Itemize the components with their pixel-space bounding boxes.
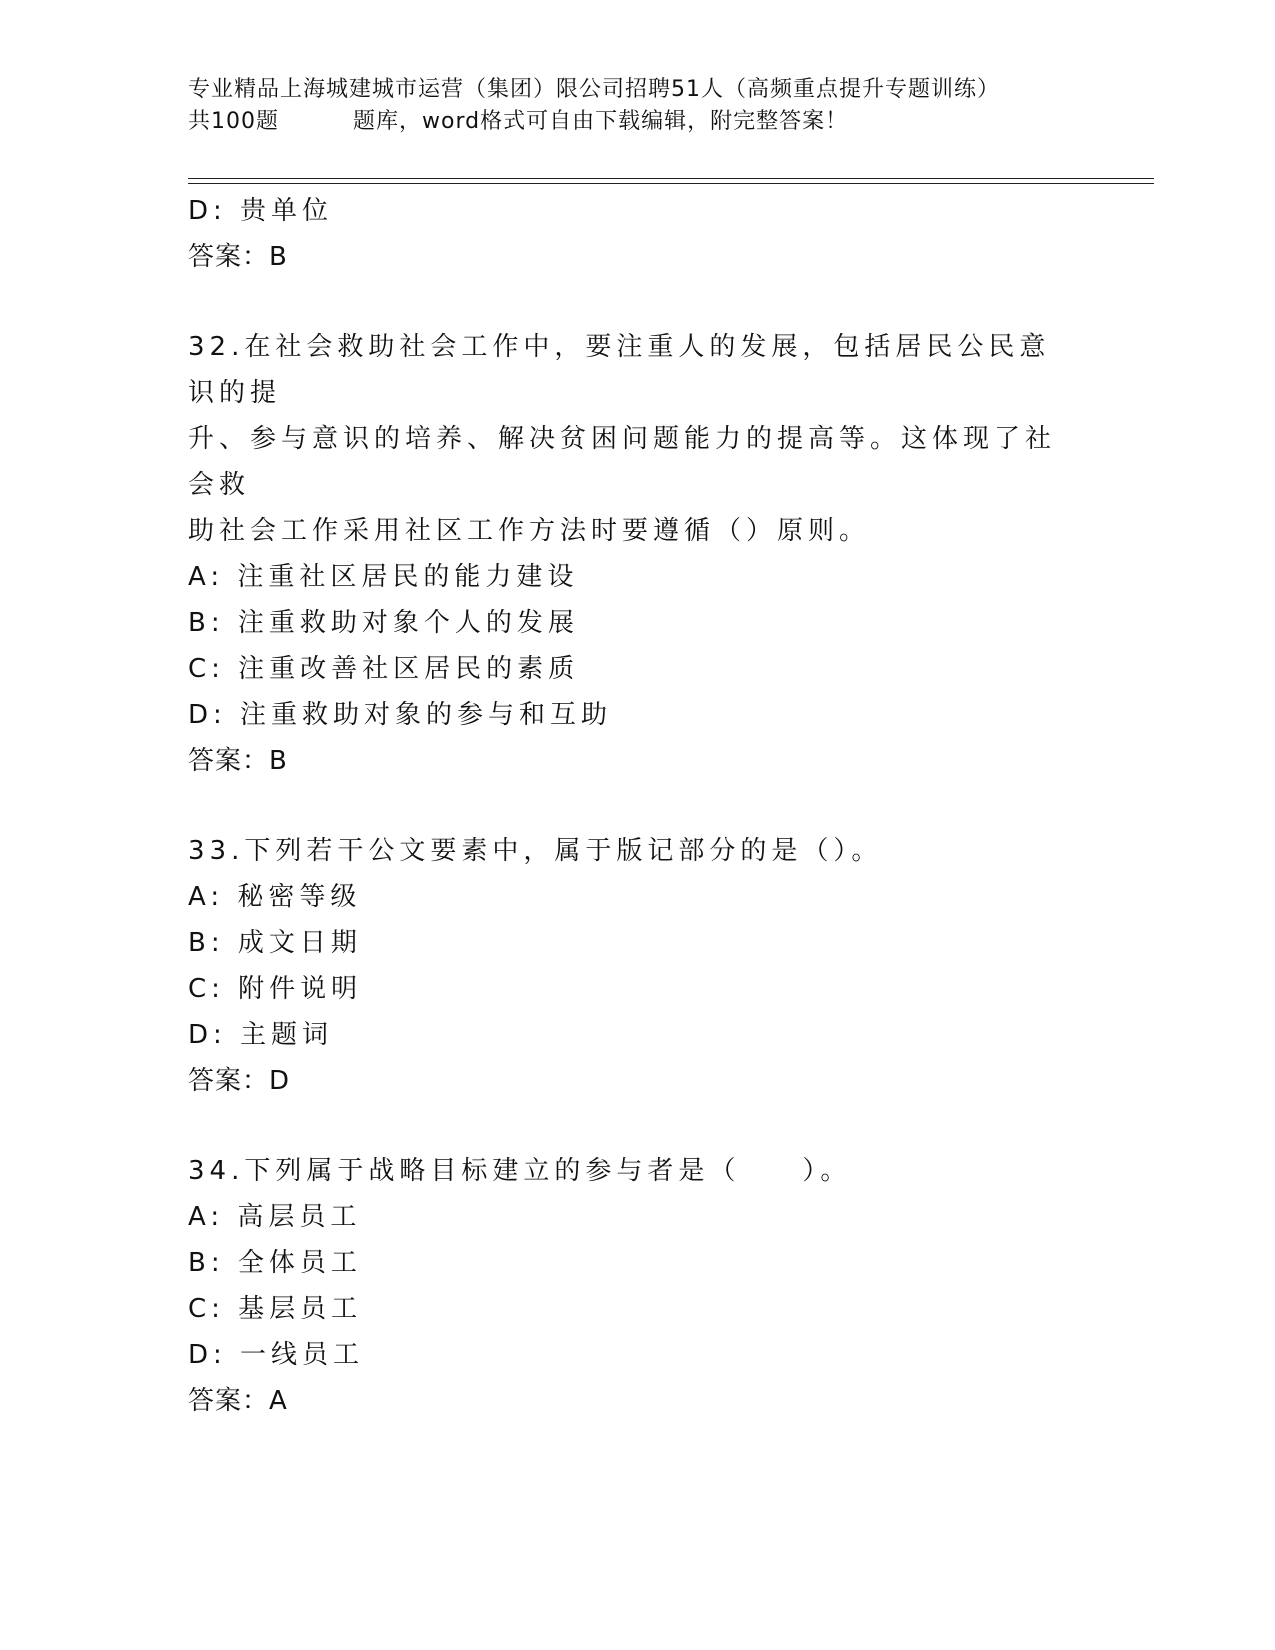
header-divider-bottom (188, 183, 1154, 184)
header-title-line2 (188, 106, 1088, 138)
question-text-line: 33.下列若干公文要素中，属于版记部分的是（）。 (188, 836, 883, 866)
question-33 (188, 828, 1088, 1104)
question-list (188, 188, 1088, 1424)
answer-line: 答案：A (188, 1386, 288, 1416)
page-header (188, 74, 1088, 138)
option-c: C: 基层员工 (188, 1294, 363, 1324)
option-d: D: 主题词 (188, 1020, 334, 1050)
question-32 (188, 324, 1088, 784)
question-34 (188, 1148, 1088, 1424)
previous-question-tail (188, 188, 1088, 280)
option-d: D: 注重救助对象的参与和互助 (188, 700, 613, 730)
option-c: C: 注重改善社区居民的素质 (188, 654, 580, 684)
header-description: 题库，word格式可自由下载编辑，附完整答案！ (353, 109, 849, 134)
answer-line: 答案：B (188, 242, 288, 272)
option-d: D: 贵单位 (188, 196, 334, 226)
question-text-line: 助社会工作采用社区工作方法时要遵循（）原则。 (188, 516, 871, 546)
answer-line: 答案：D (188, 1066, 291, 1096)
option-d: D: 一线员工 (188, 1340, 365, 1370)
question-text-line: 34.下列属于战略目标建立的参与者是（ ）。 (188, 1156, 852, 1186)
option-c: C: 附件说明 (188, 974, 363, 1004)
option-b: B: 全体员工 (188, 1248, 362, 1278)
answer-line: 答案：B (188, 746, 288, 776)
option-a: A: 高层员工 (188, 1202, 362, 1232)
header-divider-top (188, 178, 1154, 179)
option-b: B: 注重救助对象个人的发展 (188, 608, 579, 638)
option-a: A: 秘密等级 (188, 882, 362, 912)
question-text-line: 32.在社会救助社会工作中，要注重人的发展，包括居民公民意识的提 (188, 332, 1051, 408)
question-text-line: 升、参与意识的培养、解决贫困问题能力的提高等。这体现了社会救 (188, 424, 1057, 500)
header-question-count: 共100题 (188, 109, 279, 134)
header-title-line1: 专业精品上海城建城市运营（集团）限公司招聘51人（高频重点提升专题训练） (188, 77, 1000, 102)
option-a: A: 注重社区居民的能力建设 (188, 562, 579, 592)
option-b: B: 成文日期 (188, 928, 362, 958)
